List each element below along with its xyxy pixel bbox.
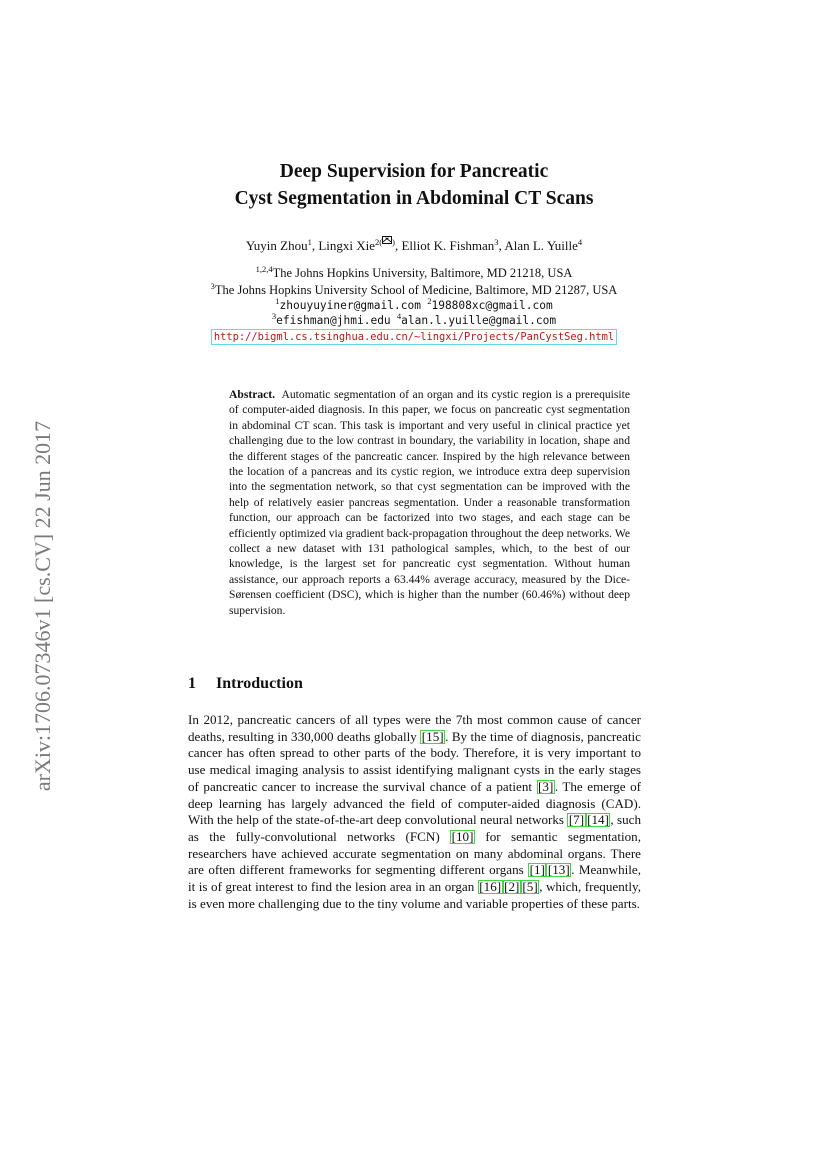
citation-link[interactable]: [10] [451,828,474,844]
citation-link[interactable]: [14] [587,812,609,828]
abstract-label: Abstract. [229,388,276,401]
email-address[interactable]: efishman@jhmi.edu [276,314,391,327]
section-number: 1 [188,675,196,692]
arxiv-identifier: arXiv:1706.07346v1 [cs.CV] 22 Jun 2017 [30,420,55,792]
citation-link[interactable]: [3] [538,778,554,794]
abstract-text: Automatic segmentation of an organ and its cystic region is a prerequisite of computer-aided diagnosis. In this paper, we focus on pancreatic cyst segmentation in abdominal CT scan. This task is important and very useful in clinical practice yet challenging due to the low contrast in boundary, the variability in location, shape and the different stages of the pancreatic cancer. Inspired by the high relevance between the location of a pancreas and its cystic region, we introduce extra deep supervision into the segmentation network, so that cyst segmentation can be improved with the help of relatively easier pancreas segmentation. Under a reasonable transformation function, our approach can be factorized into two stages, and each stage can be efficiently optimized via gradient back-propagation throughout the deep networks. We collect a new dataset with 131 pathological samples, which, to the best of our knowledge, is the largest set for pancreatic cyst segmentation. Without human assistance, our approach reports a 63.44% average accuracy, measured by the Dice-Sørensen coefficient (DSC), which is higher than the number (60.46%) without deep supervision. [229,388,630,617]
author-name: Lingxi Xie [318,238,376,253]
title-line-2: Cyst Segmentation in Abdominal CT Scans [234,188,594,209]
abstract [229,387,630,618]
email-line [100,298,728,313]
citation-link[interactable]: [2] [504,879,520,895]
affiliation-sup: 3 [210,281,215,291]
title-line-1: Deep Supervision for Pancreatic [279,161,549,182]
citation-link[interactable]: [7] [568,812,585,828]
affiliation [100,266,728,281]
citation-link[interactable]: [13] [547,862,570,878]
envelope-icon [382,236,392,244]
introduction-paragraph: In 2012, pancreatic cancers of all types were the 7th most common cause of cancer deaths, resulting in 330,000 deaths globally [15] . By the time of diagnosis, pancreatic cancer has often spread to other parts of the body. Therefore, it is very important to use medical imaging analysis to assist identifying malignant cysts in the early stages of pancreatic cancer to increase the survival chance of a patient [3] . The emerge of deep learning has largely advanced the field of computer-aided diagnosis (CAD). With the help of the state-of-the-art deep convolutional neural networks [7] [14] , such as the fully-convolutional networks (FCN) [10] for semantic segmentation, researchers have achieved accurate segmentation on many abdominal organs. There are often different frameworks for segmenting different organs [1] [13] . Meanwhile, it is of great interest to find the lesion area in an organ [16] [2] [5] , which, frequently, is even more challenging due to the tiny volume and variable properties of these parts. [188,712,642,911]
email-sup: 4 [396,311,402,321]
affiliation-text: The Johns Hopkins University, Baltimore, MD 21218, USA [272,266,573,280]
author-sup: 4 [577,237,583,247]
email-address[interactable]: 198808xc@gmail.com [431,299,553,312]
author-name: Alan L. Yuille [504,238,578,253]
citation-link[interactable]: [16] [479,879,502,895]
email-address[interactable]: zhouyuyiner@gmail.com [279,299,421,312]
affiliation-sup: 1,2,4 [255,264,273,274]
email-sup: 1 [275,296,280,306]
arxiv-sidebar [5,366,81,846]
email-address[interactable]: alan.l.yuille@gmail.com [401,314,557,327]
project-url-link[interactable]: http://bigml.cs.tsinghua.edu.cn/~lingxi/Projects/PanCystSeg.html [211,329,617,345]
affiliation-text: The Johns Hopkins University School of Medicine, Baltimore, MD 21287, USA [214,283,618,297]
citation-link[interactable]: [5] [522,879,538,895]
email-line [100,313,728,328]
email-sup: 2 [427,296,432,306]
email-sup: 3 [271,311,277,321]
citation-link[interactable]: [1] [529,862,545,878]
section-title: Introduction [216,675,303,692]
project-url-line [100,329,728,345]
affiliation [100,283,728,298]
author-sup: 1 [307,237,312,247]
author-sup: 2( ) [375,237,395,247]
author-name: Elliot K. Fishman [401,238,495,253]
author-list: Yuyin Zhou$^1$, Lingxi Xie$^{2( )}$, Elliot K. Fishman$^3$, Alan L. Yuille$^4$ [245,237,583,253]
author-name: Yuyin Zhou [245,238,308,253]
author-sup: 3 [494,237,499,247]
section-heading [188,675,303,693]
paper-title [150,158,678,212]
citation-link[interactable]: [15] [421,728,444,744]
